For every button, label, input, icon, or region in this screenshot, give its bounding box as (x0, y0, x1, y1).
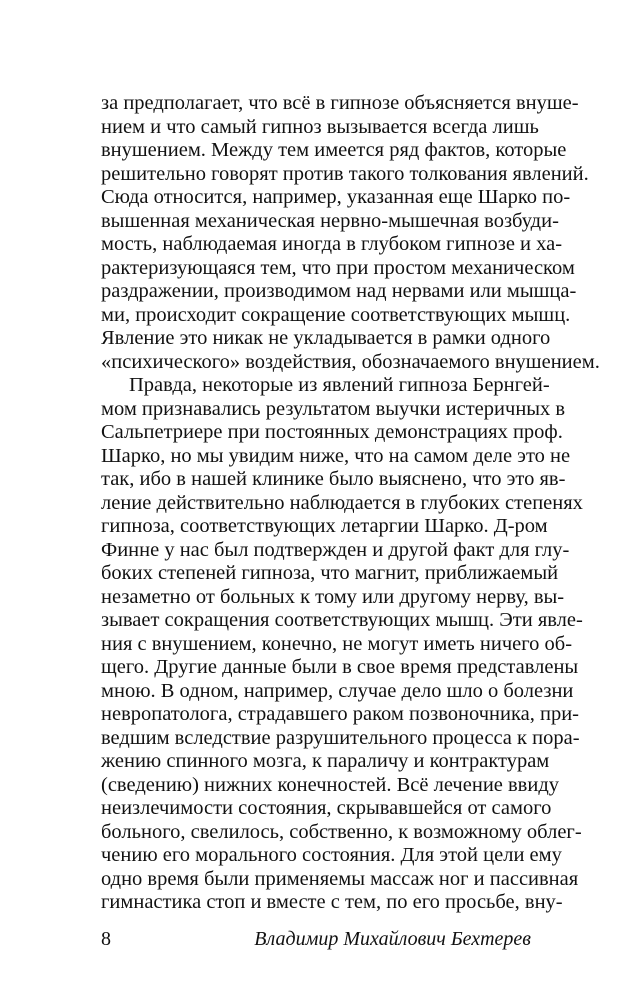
text-line: больного, свелилось, собственно, к возможному облег- (101, 820, 582, 843)
text-line: внушением. Между тем имеется ряд фактов, которые (101, 139, 567, 161)
page-body (101, 92, 600, 915)
text-line: (сведению) нижних конечностей. Всё лечение ввиду (101, 773, 560, 796)
text-line: незаметно от больных к тому или другому нерву, вы- (101, 585, 565, 608)
text-line: так, ибо в нашей клинике было выяснено, что это яв- (101, 468, 566, 490)
text-line: ление действительно наблюдается в глубоких степенях (101, 491, 583, 514)
text-line: Правда, некоторые из явлений гипноза Бернгей- (129, 374, 550, 396)
text-line: боких степеней гипноза, что магнит, приближаемый (101, 562, 559, 584)
text-line: решительно говорят против такого толкования явлений. (101, 162, 589, 185)
text-line: Финне у нас был подтвержден и другой факт для глу- (101, 538, 570, 561)
text-line: одно время были применяемы массаж ног и пассивная (101, 867, 579, 890)
text-line: зывает сокращения соответствующих мышц. Эти явле- (101, 609, 583, 631)
text-line: Явление это никак не укладывается в рамки одного (101, 327, 551, 349)
text-line: неизлечимости состояния, скрывавшейся от самого (101, 797, 552, 819)
running-head: Владимир Михайлович Бехтерев (254, 928, 531, 950)
paragraph-1 (101, 92, 600, 374)
text-line: мною. В одном, например, случае дело шло о болезни (101, 679, 574, 702)
text-line: нием и что самый гипноз вызывается всегда лишь (101, 115, 539, 138)
text-line: рактеризующаяся тем, что при простом механическом (101, 256, 575, 279)
text-line: Сальпетриере при постоянных демонстрациях проф. (101, 421, 563, 443)
text-line: раздражении, производимом над нервами или мышца- (101, 280, 577, 302)
page-footer (101, 928, 531, 951)
text-line: Сюда относится, например, указанная еще Шарко по- (101, 186, 571, 208)
text-line: мом признавались результатом выучки истеричных в (101, 397, 566, 420)
text-line: ния с внушением, конечно, не могут иметь ничего об- (101, 632, 573, 655)
text-line: мость, наблюдаемая иногда в глубоком гипнозе и ха- (101, 233, 563, 255)
text-line: жению спинного мозга, к параличу и контрактурам (101, 750, 550, 772)
text-line: «психического» воздействия, обозначаемого внушением. (101, 350, 600, 373)
text-line: щего. Другие данные были в свое время представлены (101, 656, 579, 678)
text-line: Шарко, но мы увидим ниже, что на самом деле это не (101, 444, 571, 467)
text-line: чению его морального состояния. Для этой цели ему (101, 844, 562, 866)
page-number: 8 (101, 928, 111, 950)
text-line: вышенная механическая нервно-мышечная возбуди- (101, 209, 559, 232)
text-line: ведшим вследствие разрушительного процесса к пора- (101, 726, 580, 749)
paragraph-2 (101, 374, 583, 915)
text-line: гимнастика стоп и вместе с тем, по его просьбе, вну- (101, 891, 563, 913)
text-line: невропатолога, страдавшего раком позвоночника, при- (101, 703, 580, 725)
text-line: за предполагает, что всё в гипнозе объясняется внуше- (101, 92, 579, 114)
text-line: ми, происходит сокращение соответствующих мышц. (101, 303, 571, 326)
text-line: гипноза, соответствующих летаргии Шарко. Д-ром (101, 515, 548, 537)
